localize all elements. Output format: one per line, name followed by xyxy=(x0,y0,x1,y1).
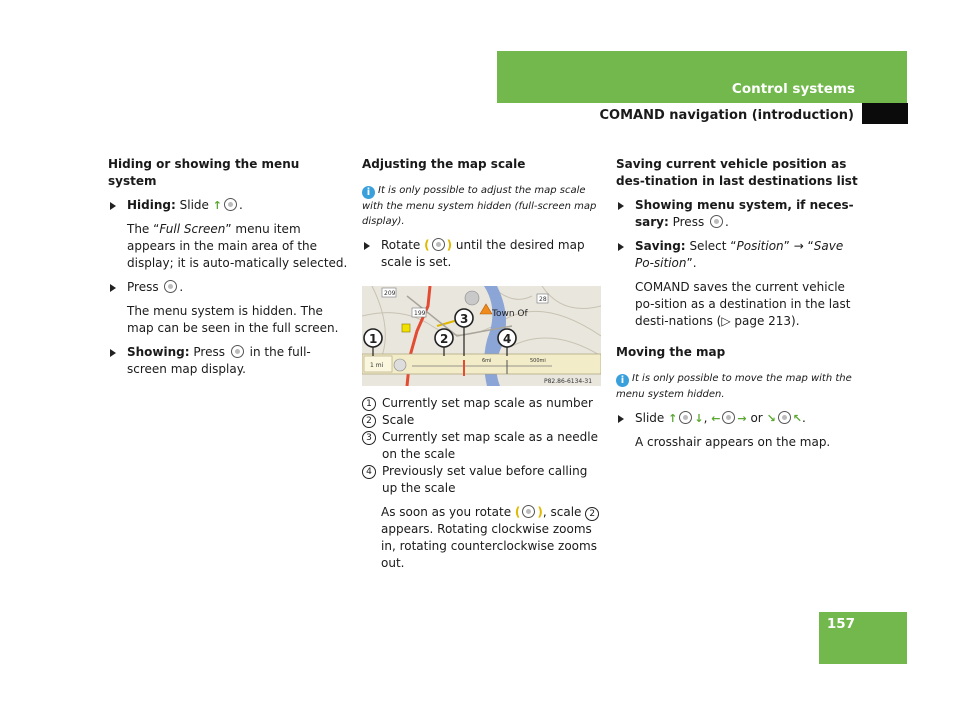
svg-text:4: 4 xyxy=(503,332,512,346)
column-save-position xyxy=(616,156,860,458)
bullet-arrow-icon xyxy=(364,242,370,250)
bullet-arrow-icon xyxy=(110,284,116,292)
column-hiding-showing xyxy=(108,156,348,385)
full-screen-para xyxy=(108,221,348,272)
legend-item-4 xyxy=(362,463,602,497)
note-moving-map xyxy=(616,371,860,402)
zoom-mid: , scale xyxy=(542,505,582,519)
saving-label: Saving: xyxy=(635,239,686,253)
heading-hiding-showing: Hiding or showing the menu system xyxy=(108,157,300,188)
legend-list xyxy=(362,395,602,497)
zoom-pre: As soon as you rotate xyxy=(381,505,512,519)
map-town-label: Town Of xyxy=(492,309,528,319)
section-title: Control systems xyxy=(731,81,855,97)
hiding-text: Slide xyxy=(179,198,209,212)
road-label-1: 209 xyxy=(384,290,396,297)
slide-up-icon: ↑ xyxy=(212,199,222,212)
map-scale-image xyxy=(362,286,601,386)
heading-map-scale: Adjusting the map scale xyxy=(362,157,526,171)
scale-right-label: 500mi xyxy=(530,358,546,364)
full-screen-item: Full Screen xyxy=(159,222,226,236)
bullet-arrow-icon xyxy=(110,202,116,210)
saving-post: ”. xyxy=(686,256,697,270)
slide-right-icon: → xyxy=(737,412,747,425)
subsection-title: COMAND navigation (introduction) xyxy=(599,108,854,123)
slide-up-down-icon: ↑ xyxy=(668,412,678,425)
showing-pre: Press xyxy=(193,345,225,359)
column-map-scale xyxy=(362,156,602,579)
controller-icon xyxy=(722,411,735,424)
legend-item-3 xyxy=(362,429,602,463)
saving-pre: Select “ xyxy=(689,239,737,253)
controller-icon xyxy=(432,238,445,251)
legend-text: Currently set map scale as number xyxy=(382,396,593,410)
slide-down-icon: ↓ xyxy=(694,412,704,425)
page-number-box xyxy=(819,612,907,664)
zoom-post: appears. Rotating clockwise zooms in, rotating counterclockwise zooms out. xyxy=(381,522,597,570)
slide-diagonal-icon: ↘ xyxy=(766,412,776,425)
saving-mid: ” → “ xyxy=(783,239,814,253)
step-show-menu: Showing menu system, if neces-sary: Press . xyxy=(616,197,860,231)
info-icon: i xyxy=(616,374,629,387)
legend-number: 4 xyxy=(362,465,376,479)
saving-item-position: Position xyxy=(736,239,784,253)
full-screen-pre: The “ xyxy=(127,222,160,236)
slide-left-icon: ← xyxy=(711,412,721,425)
showing-post: in the full-screen map display. xyxy=(127,345,311,376)
bullet-arrow-icon xyxy=(618,415,624,423)
road-label-2: 199 xyxy=(414,310,426,317)
slide-text: Slide xyxy=(635,411,665,425)
slide-diagonal2-icon: ↖ xyxy=(792,412,803,425)
zoom-num: 2 xyxy=(585,507,599,521)
zoom-para xyxy=(362,504,602,572)
controller-press-icon xyxy=(231,345,244,358)
controller-icon xyxy=(522,505,535,518)
crosshair-para: A crosshair appears on the map. xyxy=(635,435,831,449)
step-rotate xyxy=(362,237,602,271)
hiding-label: Hiding: xyxy=(127,198,176,212)
show-menu-text: Press xyxy=(672,215,705,229)
rotate-left-icon: ( xyxy=(424,238,430,252)
rotate-pre: Rotate xyxy=(381,238,421,252)
bullet-arrow-icon xyxy=(618,202,624,210)
header-tab-marker xyxy=(862,103,908,124)
showing-label: Showing: xyxy=(127,345,190,359)
note-moving-map-text: It is only possible to move the map with the menu system hidden. xyxy=(616,373,852,400)
bullet-arrow-icon xyxy=(110,349,116,357)
full-screen-post: ” menu item appears in the main area of the display; it is auto-matically selected. xyxy=(127,222,348,270)
legend-item-1 xyxy=(362,395,602,412)
rotate-right-icon: ) xyxy=(446,238,453,252)
step-saving xyxy=(616,238,860,272)
step-slide: Slide ↑ ↓, ← → or ↘ ↖. xyxy=(616,410,860,427)
heading-save-position: Saving current vehicle position as des-tination in last destinations list xyxy=(616,157,858,188)
or-text: or xyxy=(750,411,763,425)
legend-item-2 xyxy=(362,412,602,429)
show-menu-label: Showing menu system, if neces-sary: xyxy=(635,198,854,229)
hidden-para: The menu system is hidden. The map can be seen in the full screen. xyxy=(127,304,339,335)
header-band xyxy=(497,51,907,103)
scale-left-label: 1 mi xyxy=(370,362,384,369)
note-map-scale-text: It is only possible to adjust the map scale with the menu system hidden (full-screen map display). xyxy=(362,185,597,227)
legend-text: Scale xyxy=(382,413,415,427)
heading-moving-map: Moving the map xyxy=(616,345,726,359)
legend-number: 2 xyxy=(362,414,376,428)
step-hiding: Hiding: Slide ↑ . xyxy=(108,197,348,214)
svg-text:1: 1 xyxy=(369,332,378,346)
legend-number: 1 xyxy=(362,397,376,411)
legend-number: 3 xyxy=(362,431,376,445)
scale-mid-label: 6mi xyxy=(482,358,492,364)
saves-para: COMAND saves the current vehicle po-sition as a destination in the last desti-nations (▷ page 213). xyxy=(635,280,851,328)
bullet-arrow-icon xyxy=(618,243,624,251)
controller-icon xyxy=(778,411,791,424)
step-showing xyxy=(108,344,348,378)
svg-text:2: 2 xyxy=(440,332,449,346)
legend-text: Previously set value before calling up the scale xyxy=(382,464,588,495)
image-code: P82.86-6134-31 xyxy=(544,378,593,385)
page-number: 157 xyxy=(826,616,855,632)
svg-text:3: 3 xyxy=(460,312,469,326)
controller-press-icon xyxy=(710,215,723,228)
rotate-post: until the desired map scale is set. xyxy=(381,238,585,269)
controller-press-icon xyxy=(164,280,177,293)
road-label-3: 28 xyxy=(539,296,547,303)
note-map-scale xyxy=(362,183,602,229)
rotate-right-icon: ) xyxy=(537,505,543,519)
saving-item-save-position: Save Po-sition xyxy=(635,239,844,270)
legend-text: Currently set map scale as a needle on the scale xyxy=(382,430,598,461)
controller-icon xyxy=(679,411,692,424)
info-icon: i xyxy=(362,186,375,199)
press-text: Press xyxy=(127,280,159,294)
rotate-left-icon: ( xyxy=(514,505,521,519)
step-press: Press . xyxy=(108,279,348,296)
controller-icon xyxy=(224,198,237,211)
